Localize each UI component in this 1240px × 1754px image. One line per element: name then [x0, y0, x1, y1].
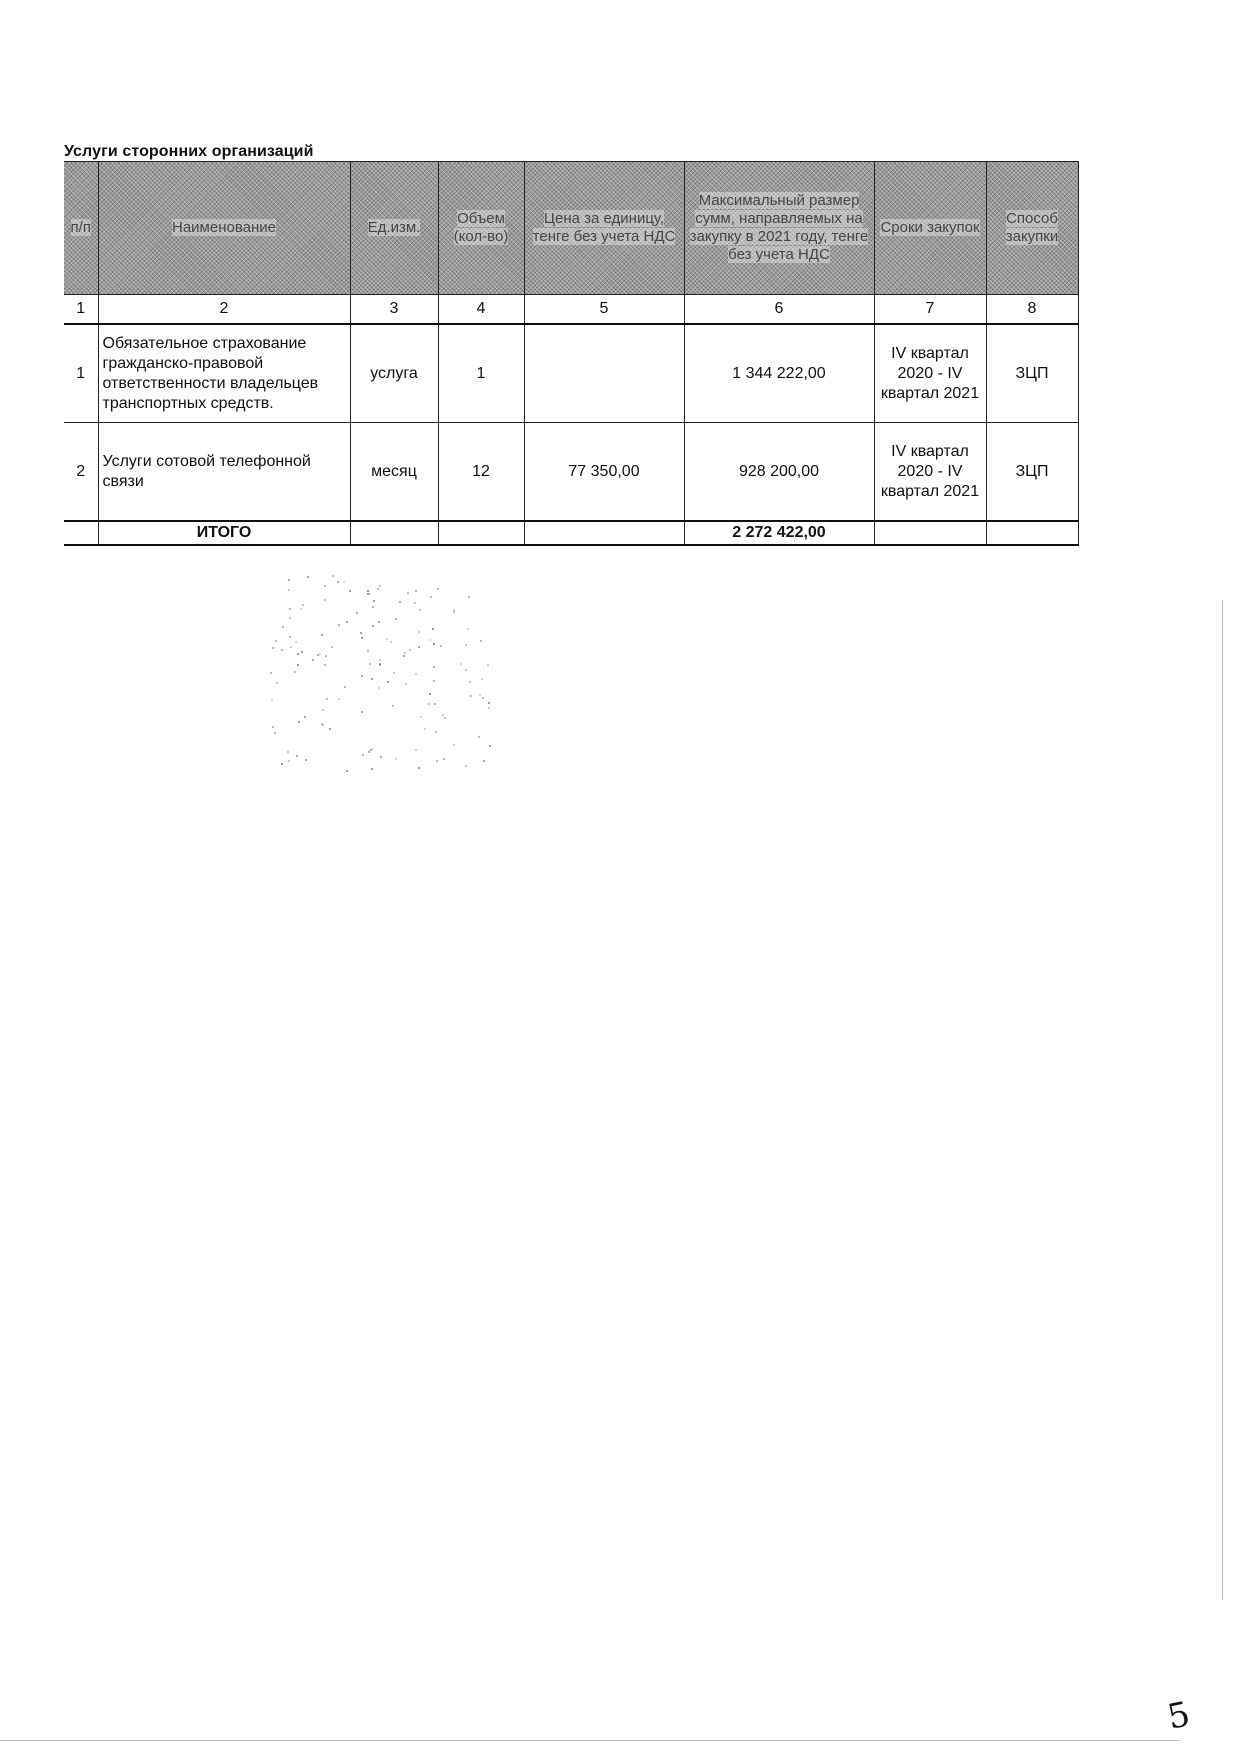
scan-speckle: [362, 754, 364, 756]
scan-speckle: [270, 672, 272, 674]
scan-speckle: [367, 650, 369, 652]
scan-speckle: [276, 682, 278, 684]
scan-speckle: [369, 663, 371, 665]
scan-speckle: [424, 728, 426, 730]
header-period: Сроки закупок: [874, 162, 986, 295]
scan-speckle: [428, 703, 430, 705]
scan-speckle: [378, 621, 380, 623]
scan-speckle: [312, 659, 314, 661]
scan-speckle: [307, 576, 309, 578]
scan-edge-line: [1222, 600, 1223, 1600]
row-method: ЗЦП: [986, 324, 1078, 423]
scan-speckle: [467, 628, 469, 630]
scan-speckle: [300, 608, 302, 610]
scan-speckle: [405, 683, 407, 685]
scan-speckle: [302, 604, 304, 606]
scan-speckle: [404, 652, 406, 654]
scan-speckle: [429, 693, 431, 695]
header-num: п/п: [64, 162, 98, 295]
header-unit: Ед.изм.: [350, 162, 438, 295]
scan-speckle: [289, 608, 291, 610]
column-number: 8: [986, 295, 1078, 325]
table-row: [64, 423, 1078, 522]
header-max-sum: Максимальный размер сумм, направляемых на закупку в 2021 году, тенге без учета НДС: [684, 162, 874, 295]
scan-speckle: [367, 590, 369, 592]
scan-speckle: [435, 731, 437, 733]
scan-speckle: [294, 671, 296, 673]
scan-speckle: [436, 760, 438, 762]
scan-speckle: [304, 716, 306, 718]
scan-speckle: [322, 709, 324, 711]
scan-speckle: [470, 695, 472, 697]
column-number: 6: [684, 295, 874, 325]
scan-speckle: [356, 612, 358, 614]
row-price: [524, 324, 684, 423]
column-number: 5: [524, 295, 684, 325]
scan-speckle: [361, 711, 363, 713]
scan-speckle: [380, 756, 382, 758]
scan-speckle: [288, 589, 290, 591]
scan-speckle: [287, 751, 289, 753]
scan-speckle: [487, 664, 489, 666]
row-number: 1: [64, 324, 98, 423]
scan-speckle: [444, 717, 446, 719]
scan-speckle: [346, 621, 348, 623]
scan-speckle: [275, 640, 277, 642]
scan-speckle: [361, 675, 363, 677]
scan-speckle: [409, 649, 411, 651]
scan-speckle: [324, 664, 326, 666]
column-number: 7: [874, 295, 986, 325]
total-label: ИТОГО: [98, 521, 350, 545]
total-empty: [64, 521, 98, 545]
scan-speckle: [403, 655, 405, 657]
scan-speckle: [453, 744, 455, 746]
column-number: 4: [438, 295, 524, 325]
scan-speckle: [377, 588, 379, 590]
scan-speckle: [430, 596, 432, 598]
scan-speckle: [429, 639, 431, 641]
scan-speckle: [433, 643, 435, 645]
header-name: Наименование: [98, 162, 350, 295]
scan-speckle: [289, 636, 291, 638]
scan-speckle: [480, 640, 482, 642]
scan-speckle: [419, 609, 421, 611]
scan-speckle: [418, 631, 420, 633]
scan-speckle: [296, 755, 298, 757]
scan-speckle: [319, 653, 321, 655]
column-number-row: [64, 295, 1078, 325]
scan-speckle: [272, 726, 274, 728]
scan-speckle: [488, 707, 490, 709]
scan-speckle: [290, 646, 292, 648]
scan-speckle: [372, 606, 374, 608]
total-empty: [874, 521, 986, 545]
scan-speckle: [443, 758, 445, 760]
scan-speckle: [379, 585, 381, 587]
scan-speckle: [343, 581, 345, 583]
scan-speckle: [434, 703, 436, 705]
scan-speckle: [368, 751, 370, 753]
scan-speckle: [468, 596, 470, 598]
page-number-handwritten: 5: [1164, 1694, 1194, 1738]
scan-speckle: [295, 641, 297, 643]
column-number: 1: [64, 295, 98, 325]
scan-speckle: [371, 748, 373, 750]
scan-speckle: [305, 759, 307, 761]
scan-speckle: [395, 758, 397, 760]
scan-speckle: [329, 728, 331, 730]
scan-speckle: [298, 721, 300, 723]
scan-speckle: [415, 749, 417, 751]
scan-speckle: [331, 646, 333, 648]
scan-speckle: [281, 763, 283, 765]
scan-speckle: [481, 678, 483, 680]
scan-speckle: [399, 601, 401, 603]
scan-speckle: [289, 617, 291, 619]
scan-speckle: [371, 678, 373, 680]
scan-speckle: [465, 644, 467, 646]
row-price: 77 350,00: [524, 423, 684, 522]
scan-speckle: [465, 669, 467, 671]
scan-speckle: [442, 714, 444, 716]
scan-speckle: [392, 705, 394, 707]
scan-speckle: [373, 600, 375, 602]
total-max-sum: 2 272 422,00: [684, 521, 874, 545]
scan-speckle: [360, 632, 362, 634]
scan-speckle: [414, 602, 416, 604]
scan-speckle: [338, 698, 340, 700]
scan-speckle: [321, 634, 323, 636]
row-method: ЗЦП: [986, 423, 1078, 522]
section-title: Услуги сторонних организаций: [64, 143, 314, 160]
scan-speckle: [297, 664, 299, 666]
scan-speckle: [344, 686, 346, 688]
scan-speckle: [349, 590, 351, 592]
scan-speckle: [332, 575, 334, 577]
scan-speckle: [337, 581, 339, 583]
scan-speckle: [379, 664, 381, 666]
scan-speckle: [387, 681, 389, 683]
scan-speckle: [271, 699, 273, 701]
scan-speckle: [378, 687, 380, 689]
row-max-sum: 928 200,00: [684, 423, 874, 522]
scan-speckle: [465, 765, 467, 767]
header-method: Способ закупки: [986, 162, 1078, 295]
scan-speckle: [433, 666, 435, 668]
scan-speckle: [338, 624, 340, 626]
table-row: [64, 324, 1078, 423]
column-number: 3: [350, 295, 438, 325]
scan-speckle: [395, 618, 397, 620]
row-qty: 12: [438, 423, 524, 522]
scan-speckle: [418, 767, 420, 769]
row-unit: услуга: [350, 324, 438, 423]
scan-speckle: [390, 641, 392, 643]
scan-speckle: [479, 694, 481, 696]
total-empty: [986, 521, 1078, 545]
scan-speckle: [415, 590, 417, 592]
scan-speckle: [274, 732, 276, 734]
scan-speckle: [325, 655, 327, 657]
scan-bottom-line: [0, 1740, 1180, 1741]
scan-speckle: [288, 579, 290, 581]
scan-speckle: [371, 768, 373, 770]
row-name: Услуги сотовой телефонной связи: [98, 423, 350, 522]
scan-speckle: [415, 673, 417, 675]
scan-speckle: [372, 625, 374, 627]
scan-speckle: [361, 637, 363, 639]
scan-speckle: [386, 638, 388, 640]
row-period: IV квартал 2020 - IV квартал 2021: [874, 423, 986, 522]
scan-speckle: [433, 680, 435, 682]
scan-speckle: [460, 663, 462, 665]
scan-speckle: [324, 599, 326, 601]
procurement-table: [64, 161, 1079, 546]
total-empty: [524, 521, 684, 545]
scan-speckle: [282, 626, 284, 628]
row-max-sum: 1 344 222,00: [684, 324, 874, 423]
row-name: Обязательное страхование гражданско-правовой ответственности владельцев транспортных средств.: [98, 324, 350, 423]
scan-speckle: [440, 645, 442, 647]
scan-speckle: [379, 659, 381, 661]
scan-speckle: [288, 760, 290, 762]
scan-speckle: [453, 611, 455, 613]
scan-speckle: [393, 672, 395, 674]
column-number: 2: [98, 295, 350, 325]
scan-speckle: [407, 592, 409, 594]
scan-speckle: [369, 593, 371, 595]
scan-speckle: [469, 681, 471, 683]
scan-speckle: [488, 702, 490, 704]
header-price: Цена за единицу, тенге без учета НДС: [524, 162, 684, 295]
total-empty: [438, 521, 524, 545]
row-unit: месяц: [350, 423, 438, 522]
row-period: IV квартал 2020 - IV квартал 2021: [874, 324, 986, 423]
scan-speckle: [346, 770, 348, 772]
scan-speckle: [420, 716, 422, 718]
scan-speckle: [437, 588, 439, 590]
scan-speckle: [483, 760, 485, 762]
header-qty: Объем (кол-во): [438, 162, 524, 295]
scan-speckle: [482, 697, 484, 699]
scan-speckle: [301, 651, 303, 653]
scan-speckle: [326, 698, 328, 700]
scan-speckle: [432, 628, 434, 630]
total-empty: [350, 521, 438, 545]
scan-speckle: [324, 585, 326, 587]
scan-speckle: [489, 745, 491, 747]
row-qty: 1: [438, 324, 524, 423]
scan-speckle: [367, 593, 369, 595]
scan-speckle: [272, 647, 274, 649]
scan-speckle: [478, 736, 480, 738]
scan-speckle: [418, 646, 420, 648]
row-number: 2: [64, 423, 98, 522]
scan-speckle: [281, 649, 283, 651]
table-header-row: [64, 162, 1078, 295]
total-row: [64, 521, 1078, 545]
scan-speckle: [297, 653, 299, 655]
